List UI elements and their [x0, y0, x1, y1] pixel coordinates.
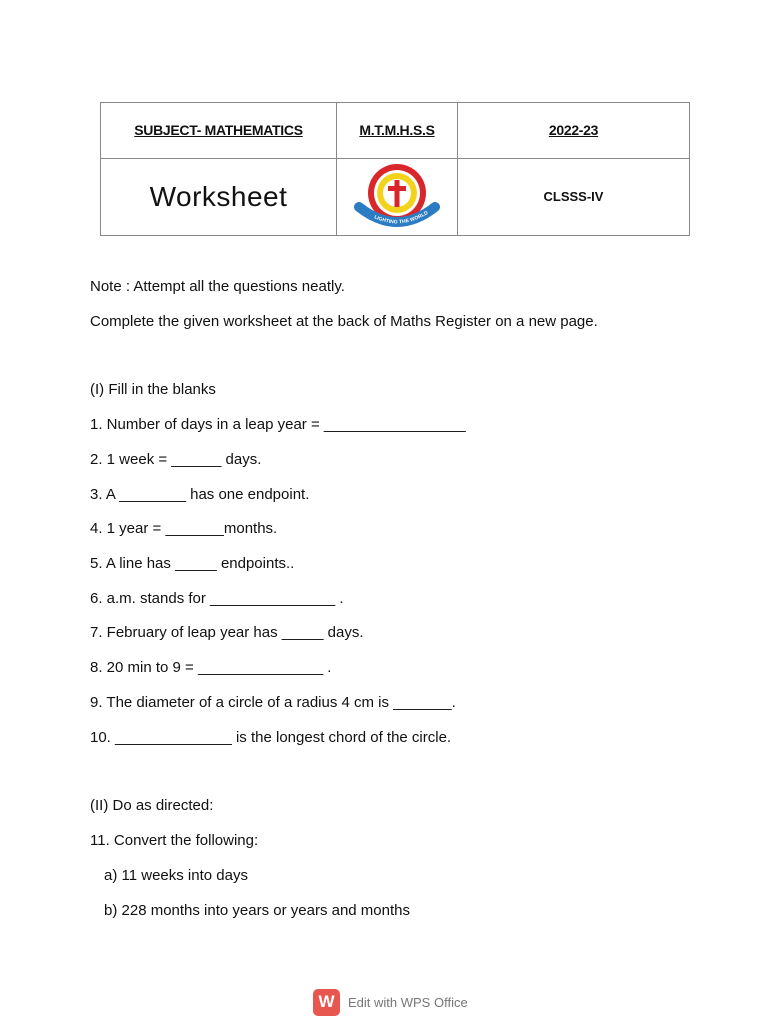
academic-year: 2022-23	[548, 121, 599, 138]
header-table	[100, 102, 690, 236]
instruction-text: Complete the given worksheet at the back of Maths Register on a new page.	[90, 313, 598, 330]
question-11b: b) 228 months into years or years and months	[104, 902, 410, 919]
question-item: 6. a.m. stands for _______________ .	[90, 590, 344, 607]
wps-watermark-text: Edit with WPS Office	[348, 994, 468, 1010]
cross-icon	[395, 180, 400, 207]
logo-motto: LIGHTING THE WORLD	[373, 210, 430, 226]
wps-logo-icon: W	[313, 989, 340, 1016]
year-cell	[458, 103, 690, 159]
worksheet-title: Worksheet	[149, 181, 288, 212]
question-11a: a) 11 weeks into days	[104, 867, 248, 884]
question-item: 9. The diameter of a circle of a radius 4 cm is _______.	[90, 694, 456, 711]
school-logo	[349, 161, 445, 233]
question-item: 3. A ________ has one endpoint.	[90, 486, 310, 503]
question-item: 1. Number of days in a leap year = _________________	[90, 416, 466, 433]
question-11: 11. Convert the following:	[90, 832, 259, 849]
question-item: 2. 1 week = ______ days.	[90, 451, 262, 468]
subject-label: SUBJECT- MATHEMATICS	[134, 121, 303, 138]
school-cell	[337, 103, 458, 159]
question-item: 10. ______________ is the longest chord of the circle.	[90, 729, 452, 746]
logo-cell	[337, 159, 458, 236]
section2-heading: (II) Do as directed:	[90, 797, 214, 814]
wps-watermark[interactable]	[313, 987, 468, 1017]
subject-cell	[101, 103, 337, 159]
question-item: 5. A line has _____ endpoints..	[90, 555, 295, 572]
question-item: 7. February of leap year has _____ days.	[90, 624, 364, 641]
question-item: 4. 1 year = _______months.	[90, 520, 278, 537]
title-cell	[101, 159, 337, 236]
note-text: Note : Attempt all the questions neatly.	[90, 278, 345, 295]
class-cell	[458, 159, 690, 236]
section1-heading: (I) Fill in the blanks	[90, 381, 216, 398]
question-item: 8. 20 min to 9 = _______________ .	[90, 659, 332, 676]
school-name: M.T.M.H.S.S	[359, 121, 435, 138]
class-label: CLSSS-IV	[543, 189, 604, 204]
